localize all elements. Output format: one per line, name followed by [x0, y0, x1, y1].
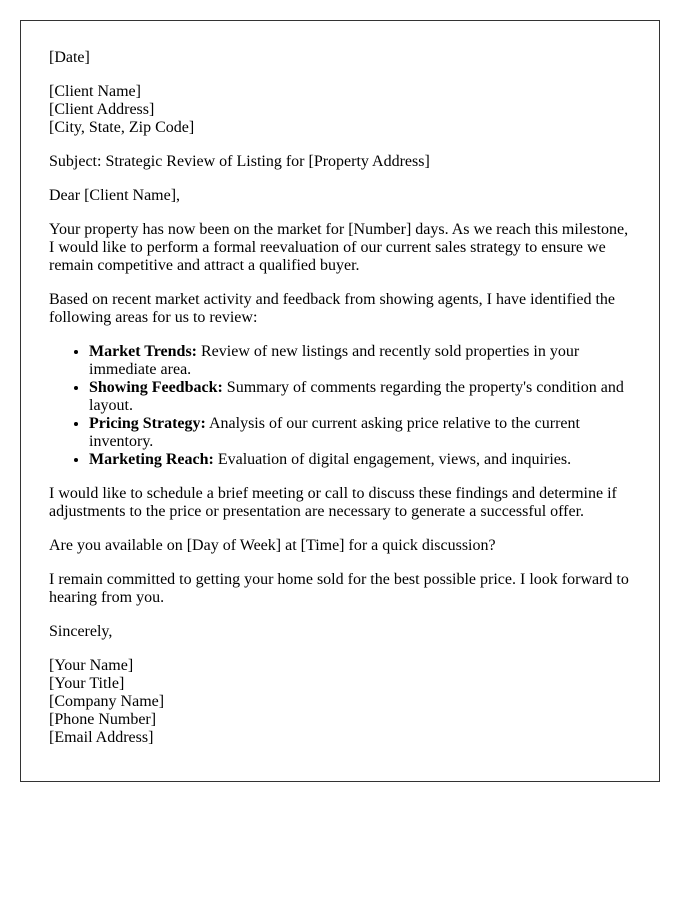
meeting-request-paragraph: I would like to schedule a brief meeting or call to discuss these findings and determine if adjustments to the price or presentation are necessary to generate a successful offer.: [49, 485, 617, 520]
availability-question: Are you available on [Day of Week] at [Time] for a quick discussion?: [49, 537, 496, 554]
list-item: [89, 415, 631, 451]
list-item: [89, 343, 631, 379]
intro-paragraph: Your property has now been on the market for [Number] days. As we reach this milestone, I would like to perform a formal reevaluation of our current sales strategy to ensure we remain competitive and attract a qualified buyer.: [49, 221, 629, 274]
list-item-term: Pricing Strategy:: [89, 415, 206, 432]
review-intro-paragraph: Based on recent market activity and feedback from showing agents, I have identified the following areas for us to review:: [49, 291, 616, 326]
recipient-city-state-zip: [City, State, Zip Code]: [49, 119, 195, 136]
list-item-description: Evaluation of digital engagement, views, and inquiries.: [213, 451, 572, 468]
sender-company: [Company Name]: [49, 693, 165, 710]
list-item: [89, 379, 631, 415]
recipient-block: [49, 83, 631, 137]
list-item-term: Market Trends:: [89, 343, 197, 360]
sender-title: [Your Title]: [49, 675, 125, 692]
sender-block: [49, 657, 631, 747]
letter-salutation: Dear [Client Name],: [49, 187, 181, 204]
letter-subject: Subject: Strategic Review of Listing for [Property Address]: [49, 153, 430, 170]
list-item: [89, 451, 631, 469]
sign-off: Sincerely,: [49, 623, 113, 640]
list-item-term: Marketing Reach:: [89, 451, 214, 468]
sender-phone: [Phone Number]: [49, 711, 157, 728]
sender-email: [Email Address]: [49, 729, 154, 746]
review-items-list: [49, 343, 631, 469]
list-item-description: Summary of comments regarding the property's condition and layout.: [89, 379, 624, 414]
sender-name: [Your Name]: [49, 657, 134, 674]
list-item-description: Review of new listings and recently sold properties in your immediate area.: [89, 343, 580, 378]
recipient-name: [Client Name]: [49, 83, 141, 100]
list-item-description: Analysis of our current asking price relative to the current inventory.: [89, 415, 580, 450]
letter-document: [20, 20, 660, 782]
commitment-paragraph: I remain committed to getting your home sold for the best possible price. I look forward to hearing from you.: [49, 571, 629, 606]
list-item-term: Showing Feedback:: [89, 379, 223, 396]
letter-date: [Date]: [49, 49, 90, 66]
recipient-address: [Client Address]: [49, 101, 155, 118]
